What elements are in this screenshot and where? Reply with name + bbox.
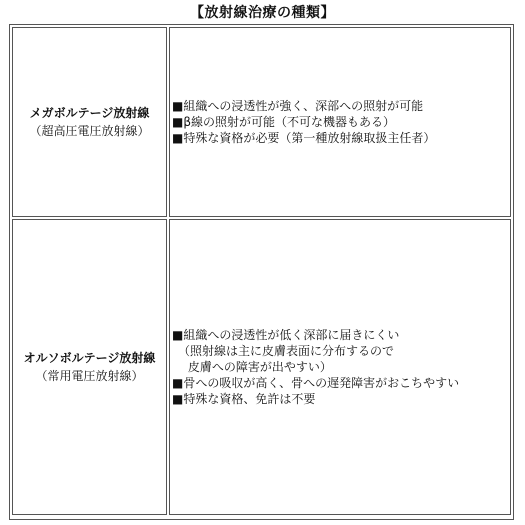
description-line: ■特殊な資格が必要（第一種放射線取扱主任者） — [172, 131, 436, 145]
table-row-orthovoltage — [12, 219, 511, 515]
type-subtitle: （超高圧電圧放射線） — [29, 124, 150, 138]
type-name: メガボルテージ放射線 — [29, 106, 150, 120]
type-subtitle: （常用電圧放射線） — [35, 369, 144, 383]
description-line: 皮膚への障害が出やすい） — [172, 360, 332, 374]
type-cell-orthovoltage — [12, 219, 167, 515]
description-line: ■特殊な資格、免許は不要 — [172, 392, 316, 406]
description-line: （照射線は主に皮膚表面に分布するので — [172, 344, 395, 358]
description-line: ■骨への吸収が高く、骨への遅発障害がおこちやすい — [172, 376, 460, 390]
table-row-megavoltage — [12, 27, 511, 217]
description-line: ■β線の照射が可能（不可な機器もある） — [172, 115, 395, 129]
document-title: 【放射線治療の種類】 — [190, 5, 335, 21]
radiation-types-table — [9, 24, 514, 520]
type-name: オルソボルテージ放射線 — [23, 351, 156, 365]
description-line: ■組織への浸透性が低く深部に届きにくい — [172, 328, 400, 342]
description-line: ■組織への浸透性が強く、深部への照射が可能 — [172, 99, 424, 113]
type-cell-megavoltage — [12, 27, 167, 217]
description-cell-orthovoltage — [169, 219, 511, 515]
description-cell-megavoltage — [169, 27, 511, 217]
